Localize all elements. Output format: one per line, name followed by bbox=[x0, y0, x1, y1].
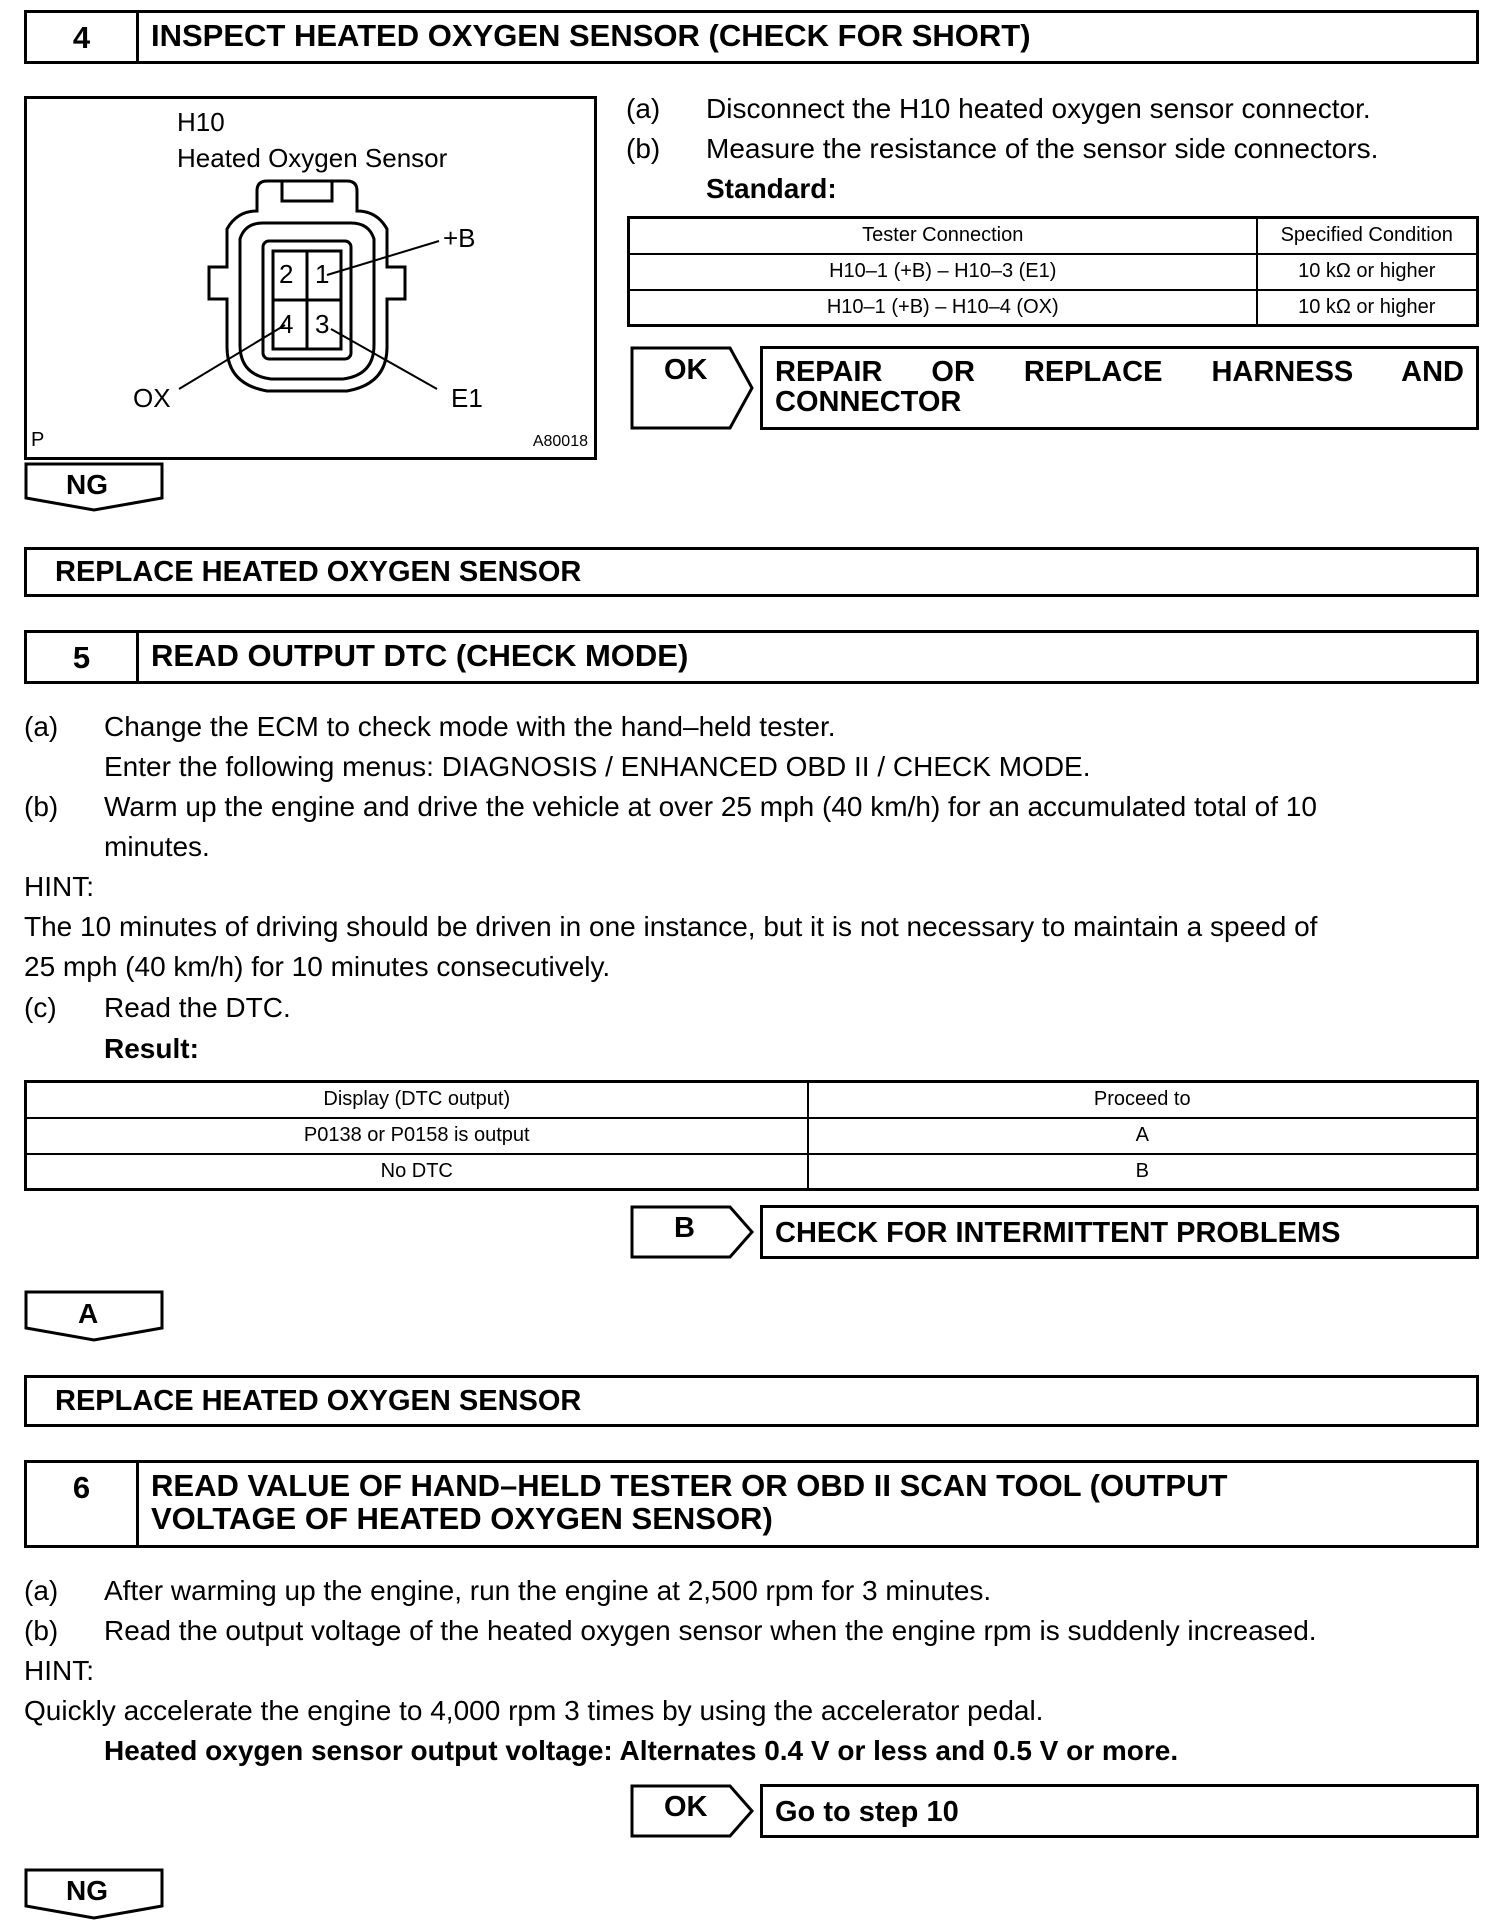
step5-b-tag: B bbox=[674, 1212, 695, 1244]
step5-number: 5 bbox=[27, 633, 139, 681]
step6-header bbox=[24, 1460, 1479, 1548]
step4-instr-a-text: Disconnect the H10 heated oxygen sensor connector. bbox=[706, 93, 1371, 124]
step4-instr-b-mark: (b) bbox=[626, 133, 661, 164]
step6-ok-result: Go to step 10 bbox=[760, 1784, 1479, 1838]
step5-b-line1: Warm up the engine and drive the vehicle at over 25 mph (40 km/h) for an accumulated total of 10 bbox=[104, 791, 1317, 822]
table-cell: 10 kΩ or higher bbox=[1257, 290, 1478, 326]
table-row bbox=[26, 1118, 1478, 1154]
pin-3: 3 bbox=[315, 309, 330, 339]
step6-ng-tag: NG bbox=[66, 1875, 108, 1906]
table-header: Proceed to bbox=[808, 1082, 1478, 1118]
step4-ok-result-line1: REPAIR OR REPLACE HARNESS AND bbox=[775, 356, 1464, 388]
step5-a-line2: Enter the following menus: DIAGNOSIS / ENHANCED OBD II / CHECK MODE. bbox=[104, 751, 1091, 782]
pin-4: 4 bbox=[279, 309, 294, 339]
step5-b-mark: (b) bbox=[24, 791, 59, 822]
connector-drawing bbox=[27, 99, 594, 457]
step5-title: READ OUTPUT DTC (CHECK MODE) bbox=[151, 638, 689, 673]
step6-hint-label: HINT: bbox=[24, 1655, 94, 1686]
step6-title-line2: VOLTAGE OF HEATED OXYGEN SENSOR) bbox=[151, 1501, 773, 1536]
table-header: Tester Connection bbox=[629, 218, 1257, 254]
table-cell: H10–1 (+B) – H10–3 (E1) bbox=[629, 254, 1257, 290]
step5-header bbox=[24, 630, 1479, 684]
step4-instr-a-mark: (a) bbox=[626, 93, 661, 124]
step6-ok-tag: OK bbox=[664, 1791, 708, 1823]
step4-header bbox=[24, 10, 1479, 64]
step4-ng-tag: NG bbox=[66, 469, 108, 500]
step6-hint-text: Quickly accelerate the engine to 4,000 rpm 3 times by using the accelerator pedal. bbox=[24, 1695, 1044, 1726]
step5-hint-line1: The 10 minutes of driving should be driven in one instance, but it is not necessary to maintain a speed of bbox=[24, 911, 1318, 942]
pin-2: 2 bbox=[279, 259, 294, 289]
connector-id-label: H10 bbox=[177, 107, 225, 137]
connector-name-label: Heated Oxygen Sensor bbox=[177, 143, 448, 173]
step6-b-mark: (b) bbox=[24, 1615, 59, 1646]
step5-a-mark: (a) bbox=[24, 711, 59, 742]
connector-figure bbox=[24, 96, 597, 460]
step5-a-line1: Change the ECM to check mode with the hand–held tester. bbox=[104, 711, 836, 742]
step6-spec: Heated oxygen sensor output voltage: Alternates 0.4 V or less and 0.5 V or more. bbox=[104, 1735, 1179, 1766]
step5-b-result: CHECK FOR INTERMITTENT PROBLEMS bbox=[760, 1205, 1479, 1259]
table-row bbox=[26, 1154, 1478, 1190]
table-cell: No DTC bbox=[26, 1154, 808, 1190]
step4-ok-result-line2: CONNECTOR bbox=[775, 386, 962, 418]
table-row bbox=[629, 254, 1478, 290]
result-label: Result: bbox=[104, 1033, 199, 1064]
table-row bbox=[26, 1082, 1478, 1118]
table-row bbox=[629, 290, 1478, 326]
standard-table bbox=[627, 216, 1479, 327]
step4-number: 4 bbox=[27, 13, 139, 61]
table-cell: H10–1 (+B) – H10–4 (OX) bbox=[629, 290, 1257, 326]
label-e1: E1 bbox=[451, 383, 483, 413]
table-cell: A bbox=[808, 1118, 1478, 1154]
table-cell: P0138 or P0158 is output bbox=[26, 1118, 808, 1154]
table-cell: 10 kΩ or higher bbox=[1257, 254, 1478, 290]
table-cell: B bbox=[808, 1154, 1478, 1190]
step6-title-line1: READ VALUE OF HAND–HELD TESTER OR OBD II SCAN TOOL (OUTPUT bbox=[151, 1468, 1228, 1503]
step6-a-text: After warming up the engine, run the engine at 2,500 rpm for 3 minutes. bbox=[104, 1575, 992, 1606]
step5-a-tag: A bbox=[78, 1298, 99, 1329]
step5-c-text: Read the DTC. bbox=[104, 992, 291, 1023]
step4-ok-result bbox=[760, 346, 1479, 430]
step4-title: INSPECT HEATED OXYGEN SENSOR (CHECK FOR SHORT) bbox=[151, 18, 1031, 53]
step4-ng-result: REPLACE HEATED OXYGEN SENSOR bbox=[24, 547, 1479, 597]
step5-b-line2: minutes. bbox=[104, 831, 210, 862]
step5-c-mark: (c) bbox=[24, 992, 57, 1023]
step5-hint-label: HINT: bbox=[24, 871, 94, 902]
label-plus-b: +B bbox=[443, 223, 476, 253]
label-ox: OX bbox=[133, 383, 171, 413]
figure-corner-p: P bbox=[31, 429, 45, 451]
result-table bbox=[24, 1080, 1479, 1191]
pin-1: 1 bbox=[315, 259, 330, 289]
step6-title bbox=[139, 1463, 1476, 1545]
step4-instr-b-text: Measure the resistance of the sensor side connectors. bbox=[706, 133, 1379, 164]
step6-b-text: Read the output voltage of the heated oxygen sensor when the engine rpm is suddenly increased. bbox=[104, 1615, 1317, 1646]
table-row bbox=[629, 218, 1478, 254]
table-header: Specified Condition bbox=[1257, 218, 1478, 254]
standard-label: Standard: bbox=[706, 173, 837, 204]
step6-number: 6 bbox=[27, 1463, 139, 1545]
figure-code: A80018 bbox=[532, 433, 588, 450]
step5-a-result: REPLACE HEATED OXYGEN SENSOR bbox=[24, 1375, 1479, 1427]
step5-hint-line2: 25 mph (40 km/h) for 10 minutes consecutively. bbox=[24, 951, 611, 982]
table-header: Display (DTC output) bbox=[26, 1082, 808, 1118]
step6-a-mark: (a) bbox=[24, 1575, 59, 1606]
step4-ok-tag: OK bbox=[664, 354, 708, 386]
